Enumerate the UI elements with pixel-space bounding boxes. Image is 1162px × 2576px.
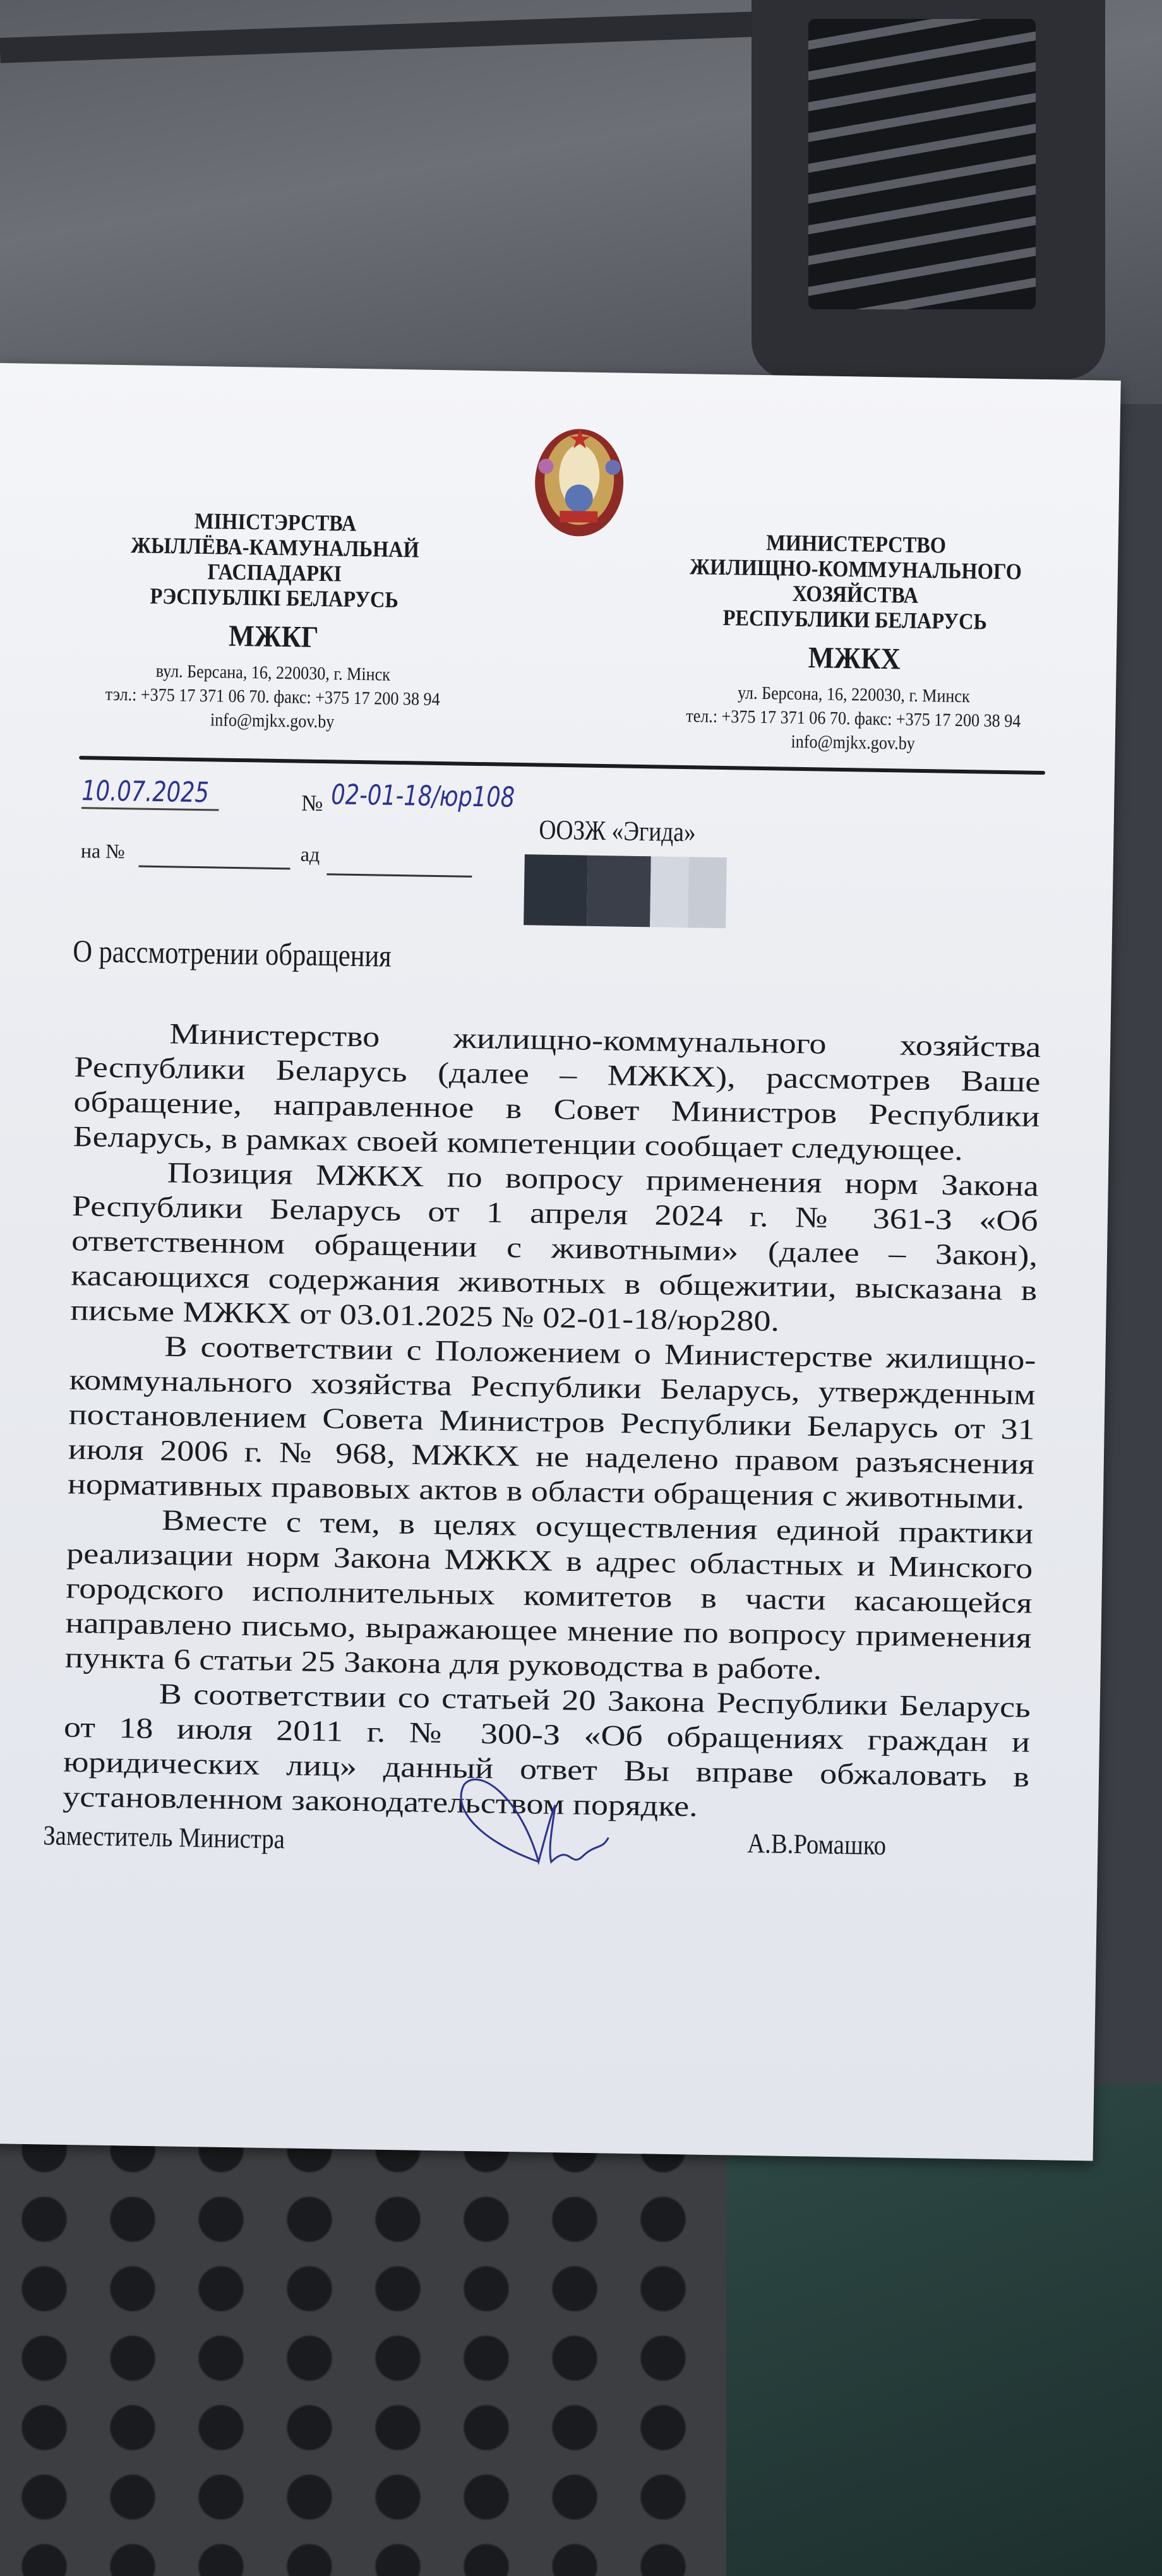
letterhead-line: РЭСПУБЛІКІ БЕЛАРУСЬ [150,583,399,612]
letterhead-russian [678,528,1033,681]
floor-mat [0,2115,726,2576]
letterhead-line: ХОЗЯЙСТВА [792,580,919,608]
redaction-block [650,856,689,927]
letterhead-line: МІНІСТЭРСТВА [194,508,357,536]
handwritten-number: 02-01-18/юр108 [330,778,515,814]
redacted-area [524,854,727,928]
email: info@mjkx.gov.by [791,731,916,754]
redaction-block [524,854,588,926]
address-russian [659,679,1047,758]
air-vent [752,0,1105,379]
letterhead-line: РЕСПУБЛИКИ БЕЛАРУСЬ [722,605,988,635]
paragraph: Вместе с тем, в целях осуществления единой практики реализации норм Закона МЖКХ в адрес областных и Минского городского исполнительных комитетов в части касающейся направлено письмо, выражающее мнение по вопросу применения пункта 6 статьи 25 Закона для руководства в работе. [64,1503,1034,1686]
letterhead-line: ЖЫЛЛЁВА-КАМУНАЛЬНАЙ [130,532,420,563]
paragraph: Министерство жилищно-коммунального хозяйства Республики Беларусь (далее – МЖКХ), рассмотрев Ваше обращение, направленное в Совет Министров Республики Беларусь, в рамках своей компетенции сообщает следующее. [73,1017,1041,1167]
handwritten-date: 10.07.2025 [81,775,219,811]
email: info@mjkx.gov.by [210,710,335,732]
redaction-block [688,857,727,928]
address-line: ул. Берсона, 16, 220030, г. Минск [737,683,970,707]
paragraph: Позиция МЖКХ по вопросу применения норм Закона Республики Беларусь от 1 апреля 2024 г. № 361-З «Об ответственном обращении с животными» (далее – Закон), касающихся содержания животных в общежитии, высказана в письме МЖКХ от 03.01.2025 № 02-01-18/юр280. [70,1156,1039,1338]
signatory-title: Заместитель Министра [42,1820,285,1855]
phone-line: тэл.: +375 17 371 06 70. факс: +375 17 200 38 94 [105,684,440,710]
signatory-name: А.В.Ромашко [746,1827,887,1861]
letterhead-line: ГАСПАДАРКІ [207,559,342,587]
number-label: № [301,790,323,816]
air-vent-grille [808,19,1036,309]
belarus-emblem-icon [525,422,634,540]
letter-body [63,1015,1041,1829]
reply-date-blank [326,873,472,878]
letter-document [0,363,1121,2161]
phone-line: тел.: +375 17 371 06 70. факс: +375 17 200 38 94 [686,706,1021,732]
redaction-block [587,856,651,927]
reply-to-label: на № [80,839,126,863]
letterhead-line: ЖИЛИЩНО-КОММУНАЛЬНОГО [689,554,1022,585]
letterhead-line: МИНИСТЕРСТВО [765,530,947,558]
recipient: ООЗЖ «Эгида» [539,814,697,848]
letterhead-abbr: МЖКГ [228,619,319,654]
from-label: ад [300,842,320,866]
handwritten-signature [444,1772,647,1869]
letterhead-belarusian [97,507,452,659]
paragraph: В соответствии с Положением о Министерстве жилищно-коммунального хозяйства Республики Беларусь, утвержденным постановлением Совета Министров Республики Беларусь от 31 июля 2006 г. № 968, МЖКХ не наделено правом разъяснения нормативных правовых актов в области обращения с животными. [67,1330,1036,1515]
letterhead-abbr: МЖКХ [808,641,901,676]
letterhead-divider [79,756,1045,775]
letter-subject: О рассмотрении обращения [72,933,392,974]
paragraph: В соответствии со статьей 20 Закона Республики Беларусь от 18 июля 2011 г. № 300-З «Об обращениях граждан и юридических лиц» данный ответ Вы вправе обжаловать в установленном законодательством порядке. [62,1677,1031,1823]
address-belarusian [85,658,461,736]
address-line: вул. Берсана, 16, 220030, г. Мінск [155,660,391,685]
reply-number-blank [138,866,290,870]
